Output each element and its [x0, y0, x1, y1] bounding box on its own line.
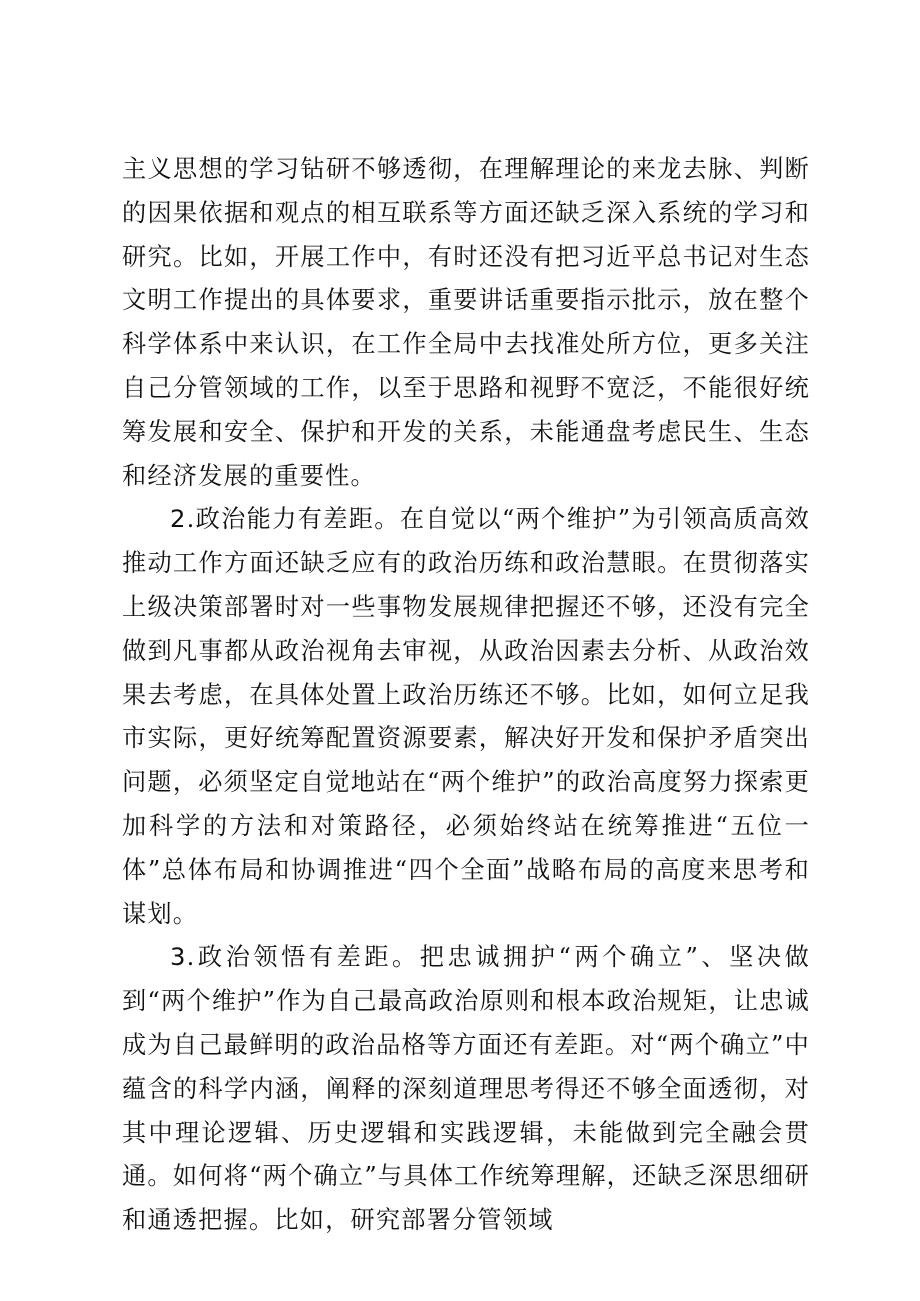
paragraph-number: 2 [170, 505, 187, 534]
document-page [122, 148, 810, 1243]
paragraph-text: .政治领悟有差距。把忠诚拥护“两个确立”、坚决做到“两个维护”作为自己最高政治原则和根本政治规矩，让忠诚成为自己最鲜明的政治品格等方面还有差距。对“两个确立”中蕴含的科学内涵，阐释的深刻道理思考得还不够全面透彻，对其中理论逻辑、历史逻辑和实践逻辑，未能做到完全融会贯通。如何将“两个确立”与具体工作统筹理解，还缺乏深思细研和通透把握。比如，研究部署分管领域 [122, 943, 810, 1235]
paragraph-text: .政治能力有差距。在自觉以“两个维护”为引领高质高效推动工作方面还缺乏应有的政治历练和政治慧眼。在贯彻落实上级决策部署时对一些事物发展规律把握还不够，还没有完全做到凡事都从政治视角去审视，从政治因素去分析、从政治效果去考虑，在具体处置上政治历练还不够。比如，如何立足我市实际，更好统筹配置资源要素，解决好开发和保护矛盾突出问题，必须坚定自觉地站在“两个维护”的政治高度努力探索更加科学的方法和对策路径，必须始终站在统筹推进“五位一体”总体布局和协调推进“四个全面”战略布局的高度来思考和谋划。 [122, 505, 810, 928]
paragraph-3 [122, 936, 810, 1243]
paragraph-text: 主义思想的学习钻研不够透彻，在理解理论的来龙去脉、判断的因果依据和观点的相互联系等方面还缺乏深入系统的学习和研究。比如，开展工作中，有时还没有把习近平总书记对生态文明工作提出的具体要求，重要讲话重要指示批示，放在整个科学体系中来认识，在工作全局中去找准处所方位，更多关注自己分管领域的工作，以至于思路和视野不宽泛，不能很好统筹发展和安全、保护和开发的关系，未能通盘考虑民生、生态和经济发展的重要性。 [122, 155, 810, 490]
paragraph-continuation [122, 148, 810, 498]
paragraph-2 [122, 498, 810, 936]
paragraph-number: 3 [170, 943, 187, 972]
